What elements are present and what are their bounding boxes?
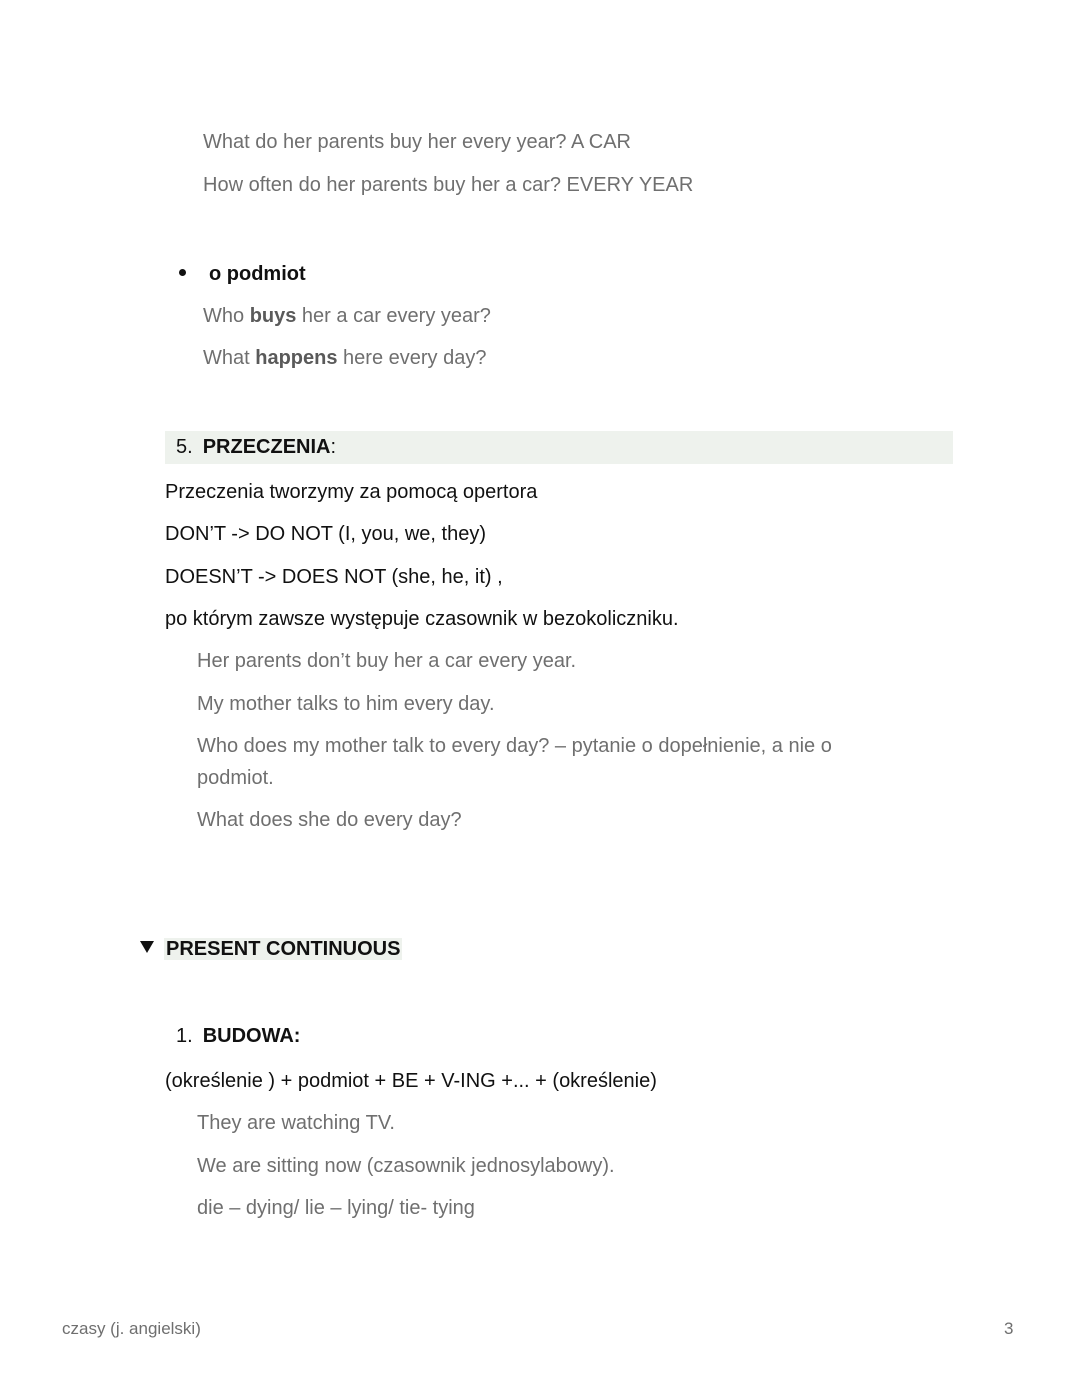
negation-rule-4: po którym zawsze występuje czasownik w bezokoliczniku. — [165, 608, 679, 630]
toggle-present-continuous[interactable]: PRESENT CONTINUOUS — [140, 937, 402, 961]
section-heading-budowa: 1. BUDOWA: — [176, 1025, 301, 1047]
triangle-down-icon[interactable] — [140, 941, 154, 953]
subject-example-1: Who buys her a car every year? — [203, 305, 491, 327]
negation-example-1: Her parents don’t buy her a car every year. — [197, 650, 577, 672]
bullet-label-podmiot: o podmiot — [209, 263, 306, 285]
question-what: What do her parents buy her every year? A CAR — [203, 131, 631, 153]
formula-line: (określenie ) + podmiot + BE + V-ING +... + (określenie) — [165, 1070, 657, 1092]
footer-title: czasy (j. angielski) — [62, 1319, 201, 1338]
negation-rule-3: DOESN’T -> DOES NOT (she, he, it) , — [165, 566, 503, 588]
section-heading-negation: 5. PRZECZENIA: — [176, 436, 337, 458]
page-number: 3 — [1004, 1319, 1014, 1338]
negation-example-2: My mother talks to him every day. — [197, 693, 495, 715]
subject-example-2: What happens here every day? — [203, 347, 487, 369]
negation-example-3: Who does my mother talk to every day? – pytanie o dopełnienie, a nie o podmiot. — [197, 735, 832, 789]
negation-rule-1: Przeczenia tworzymy za pomocą opertora — [165, 481, 538, 503]
negation-rule-2: DON’T -> DO NOT (I, you, we, they) — [165, 523, 486, 545]
continuous-example-1: They are watching TV. — [197, 1112, 395, 1134]
continuous-example-2: We are sitting now (czasownik jednosylabowy). — [197, 1155, 615, 1177]
continuous-example-3: die – dying/ lie – lying/ tie- tying — [197, 1197, 475, 1219]
question-how-often: How often do her parents buy her a car? EVERY YEAR — [203, 174, 694, 196]
negation-example-4: What does she do every day? — [197, 809, 462, 831]
bullet-dot — [179, 269, 186, 276]
